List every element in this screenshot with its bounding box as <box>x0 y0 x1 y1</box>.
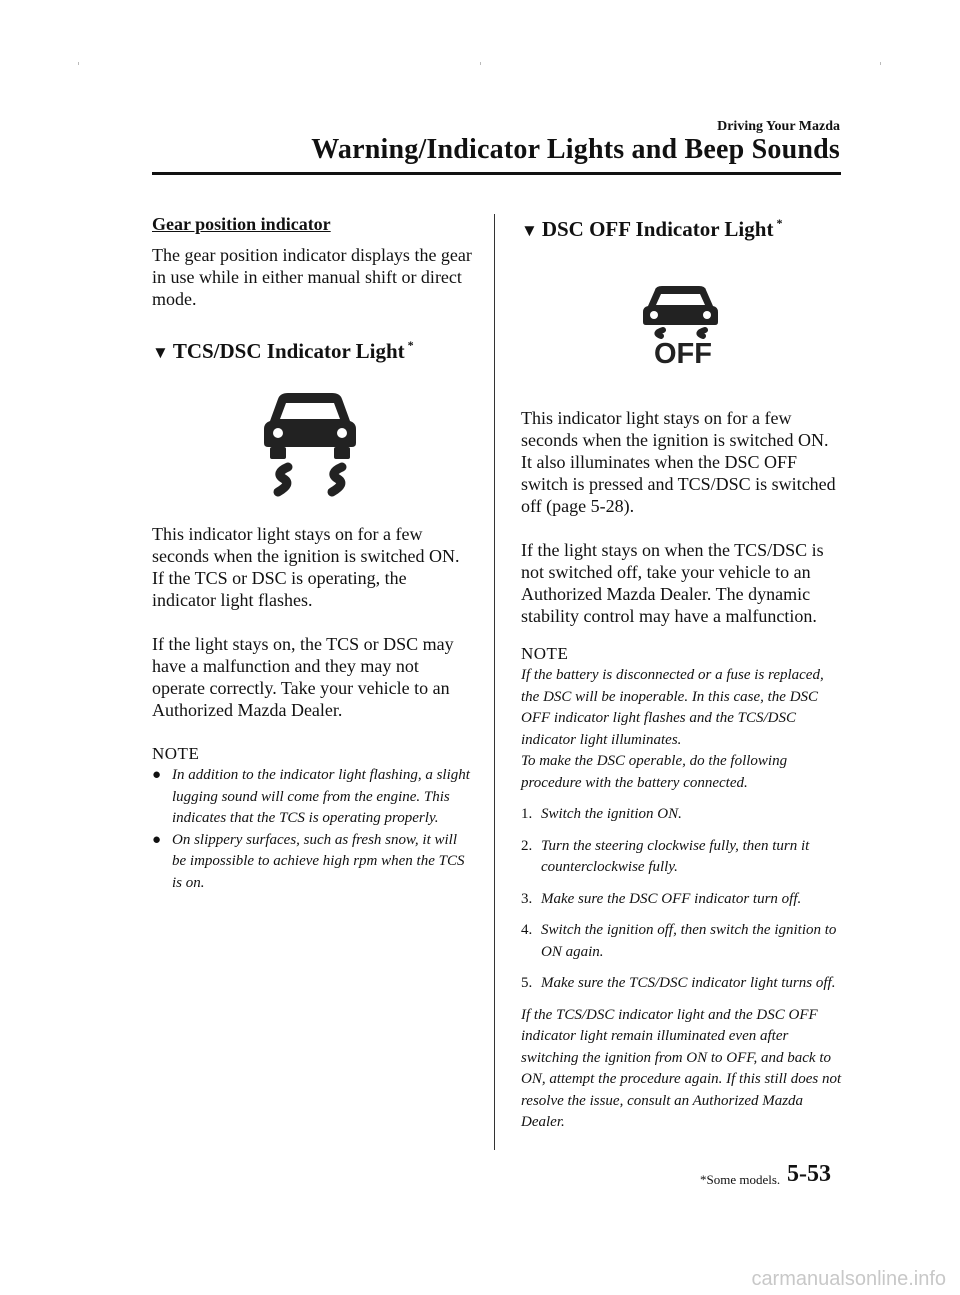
off-label: OFF <box>654 338 712 364</box>
dsc-off-indicator-icon <box>639 284 729 364</box>
procedure-step <box>521 889 843 911</box>
dsc-icon-area <box>521 244 843 407</box>
dsc-off-heading <box>521 216 843 244</box>
step-text: Turn the steering clockwise fully, then turn it counterclockwise fully. <box>541 837 810 875</box>
tcs-icon-area <box>152 366 472 523</box>
left-column <box>152 212 472 894</box>
tcs-heading-text: TCS/DSC Indicator Light <box>172 339 405 363</box>
crop-mark <box>880 62 881 65</box>
column-divider <box>494 214 495 1150</box>
tcs-paragraph-2: If the light stays on, the TCS or DSC may have a malfunction and they may not operate correctly. Take your vehicle to an Authorized Mazda Dealer. <box>152 634 454 720</box>
note-bullet <box>152 830 472 895</box>
note-bullet-text: In addition to the indicator light flashing, a slight lugging sound will come from the engine. This indicates that the TCS is operating properly. <box>172 767 470 826</box>
note-bullet <box>152 765 472 830</box>
step-text: Make sure the DSC OFF indicator turn off. <box>541 890 802 907</box>
triangle-icon: ▼ <box>521 221 538 240</box>
note-closing-paragraph: If the TCS/DSC indicator light and the DSC OFF indicator light remain illuminated even after switching the ignition from ON to OFF, and back to ON, attempt the procedure again. If this still does not resolve the issue, consult an Authorized Mazda Dealer. <box>521 1006 842 1130</box>
bullet-icon: ● <box>152 831 162 848</box>
note-paragraph: To make the DSC operable, do the following procedure with the battery connected. <box>521 753 788 791</box>
asterisk-icon: * <box>407 338 414 352</box>
triangle-icon: ▼ <box>152 343 169 362</box>
asterisk-icon: * <box>700 1172 707 1187</box>
footnote <box>700 1172 780 1188</box>
footnote-text: Some models. <box>706 1172 781 1187</box>
note-title: NOTE <box>152 744 200 763</box>
crop-mark <box>480 62 481 65</box>
tcs-heading <box>152 338 472 366</box>
procedure-step <box>521 920 843 963</box>
crop-mark <box>78 62 79 65</box>
header-rule <box>152 172 841 175</box>
step-number: 2. <box>521 837 533 854</box>
step-number: 1. <box>521 806 533 822</box>
procedure-step <box>521 836 843 879</box>
note-title: NOTE <box>521 644 569 663</box>
bullet-icon: ● <box>152 767 162 783</box>
dsc-paragraph-2: If the light stays on when the TCS/DSC is not switched off, take your vehicle to an Authorized Mazda Dealer. The dynamic stability control may have a malfunction. <box>521 540 824 626</box>
procedure-step <box>521 973 843 995</box>
note-paragraph: If the battery is disconnected or a fuse is replaced, the DSC will be inoperable. In this case, the DSC OFF indicator light flashes and the TCS/DSC indicator light illuminates. <box>521 667 824 748</box>
right-column <box>521 216 843 1134</box>
dsc-paragraph-1b: It also illuminates when the DSC OFF switch is pressed and TCS/DSC is switched off (page 5-28). <box>521 452 836 516</box>
step-text: Switch the ignition ON. <box>541 806 682 822</box>
procedure-step <box>521 804 843 826</box>
asterisk-icon: * <box>776 216 783 230</box>
gear-position-text: The gear position indicator displays the gear in use while in either manual shift or direct mode. <box>152 245 472 309</box>
dsc-paragraph-1: This indicator light stays on for a few seconds when the ignition is switched ON. <box>521 408 829 450</box>
note-bullet-text: On slippery surfaces, such as fresh snow, it will be impossible to achieve high rpm when the TCS is on. <box>172 831 465 891</box>
gear-position-heading: Gear position indicator <box>152 214 331 234</box>
step-number: 4. <box>521 922 533 938</box>
watermark: carmanualsonline.info <box>751 1268 946 1290</box>
dsc-off-heading-text: DSC OFF Indicator Light <box>541 217 774 241</box>
page-number: 5-53 <box>787 1161 831 1187</box>
tcs-paragraph-1: This indicator light stays on for a few seconds when the ignition is switched ON. If the TCS or DSC is operating, the indicator light flashes. <box>152 524 460 610</box>
step-number: 5. <box>521 975 533 991</box>
step-number: 3. <box>521 890 533 907</box>
tcs-indicator-icon <box>262 391 362 501</box>
step-text: Switch the ignition off, then switch the ignition to ON again. <box>541 922 837 960</box>
step-text: Make sure the TCS/DSC indicator light turns off. <box>541 975 836 991</box>
header-section: Driving Your Mazda <box>717 119 840 134</box>
page-title: Warning/Indicator Lights and Beep Sounds <box>311 134 840 165</box>
